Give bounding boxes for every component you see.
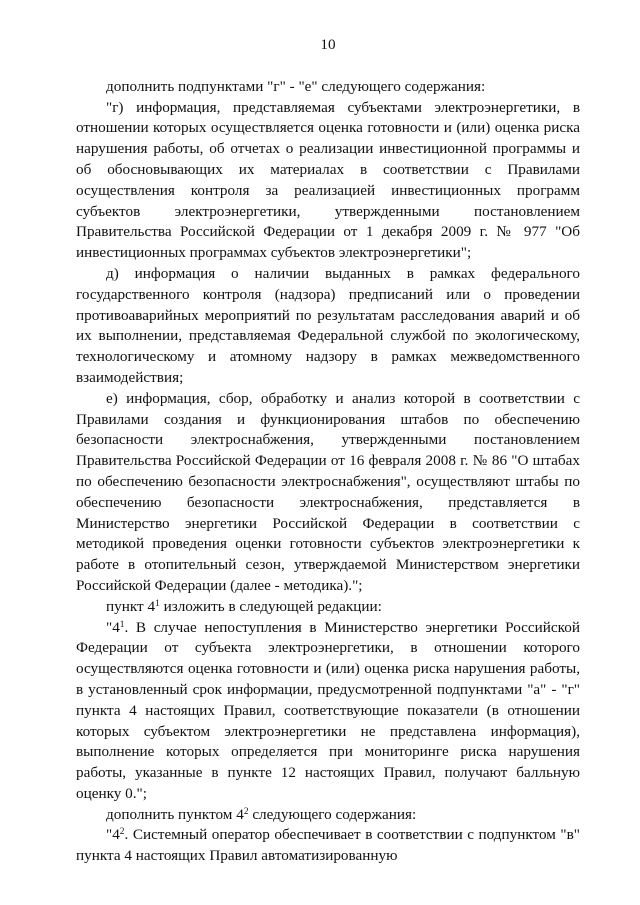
- text-segment: следующего содержания:: [248, 805, 417, 823]
- paragraph-e: е) информация, сбор, обработку и анализ которой в соответствии с Правилами создания и функционирования штабов по обеспечению безопасности электроснабжения, утвержденными постановлением Правительства Российской Федерации от 16 февраля 2008 г. № 86 "О штабах по обеспечению безопасности электроснабжения", осуществляют штабы по обеспечению безопасности электроснабжения, представляется в Министерство энергетики Российской Федерации в соответствии с методикой проведения оценки готовности субъектов электроэнергетики к работе в отопительный сезон, утверждаемой Министерством энергетики Российской Федерации (далее - методика).";: [76, 389, 580, 594]
- superscript: 2: [119, 827, 125, 838]
- text-segment: изложить в следующей редакции:: [159, 597, 382, 615]
- paragraph-punkt-4-2-intro: [76, 805, 580, 826]
- superscript: 1: [155, 598, 160, 609]
- paragraph-intro: дополнить подпунктами "г" - "е" следующего содержания:: [106, 77, 486, 95]
- superscript: 1: [119, 619, 125, 630]
- text-segment: "4: [106, 826, 120, 844]
- text-segment: пункт 4: [106, 597, 156, 615]
- paragraph-punkt-4-1-intro: [76, 597, 580, 618]
- text-segment: "4: [106, 618, 120, 636]
- paragraph-g: "г) информация, представляемая субъектами электроэнергетики, в отношении которых осуществляется оценка готовности и (или) оценка риска нарушения работы, об отчетах о реализации инвестиционной программы и об обосновывающих их материалах в соответствии с Правилами осуществления контроля за реализацией инвестиционных программ субъектов электроэнергетики, утвержденными постановлением Правительства Российской Федерации от 1 декабря 2009 г. № 977 "Об инвестиционных программах субъектов электроэнергетики";: [76, 98, 580, 262]
- page-number: 10: [320, 36, 336, 53]
- text-segment: . В случае непоступления в Министерство энергетики Российской Федерации от субъекта электроэнергетики, в отношении которого осуществляются оценка готовности и (или) оценка риска нарушения работы, в установленный срок информации, предусмотренной подпунктами "а" - "г" пункта 4 настоящих Правил, соответствующие показатели (в отношении которых субъектом электроэнергетики не представлена информация), выполнение которых определяется при мониторинге риска нарушения работы, указанные в пункте 12 настоящих Правил, получают балльную оценку 0.";: [76, 618, 580, 802]
- paragraph-d: д) информация о наличии выданных в рамках федерального государственного контроля (надзора) предписаний или о проведении противоаварийных мероприятий по результатам расследования аварий и об их выполнении, представляемая Федеральной службой по экологическому, технологическому и атомному надзору в рамках межведомственного взаимодействия;: [76, 264, 580, 386]
- paragraph-punkt-4-2: [76, 825, 580, 867]
- paragraph-punkt-4-1: [76, 618, 580, 805]
- text-segment: . Системный оператор обеспечивает в соответствии с подпунктом "в" пункта 4 настоящих Правил автоматизированную: [76, 826, 580, 865]
- text-segment: дополнить пунктом 4: [106, 805, 244, 823]
- superscript: 2: [243, 806, 249, 817]
